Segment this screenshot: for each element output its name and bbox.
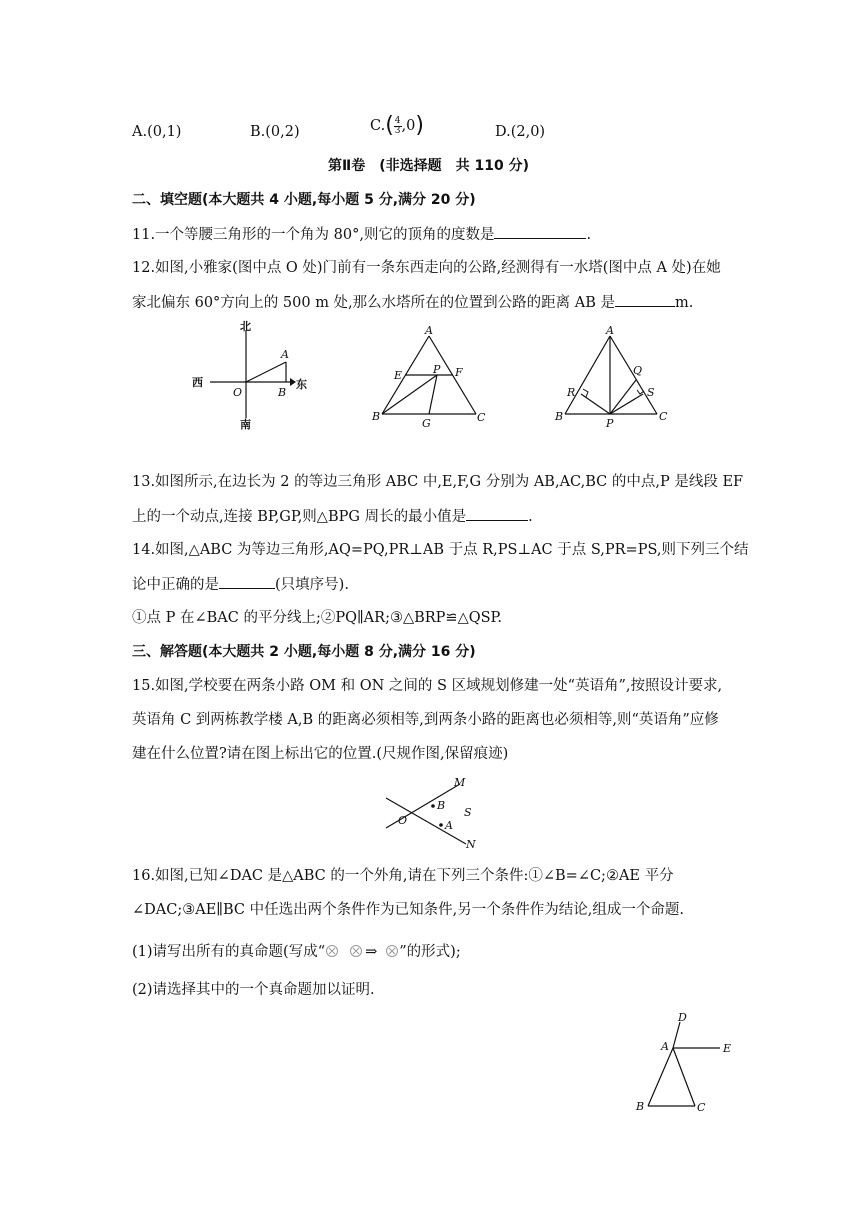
question-13-text: 上的一个动点,连接 BP,GP,则△BPG 周长的最小值是: [132, 509, 467, 525]
circled-x-icon: [349, 944, 363, 958]
fraction-denominator: 3: [394, 125, 401, 136]
answer-blank-14[interactable]: [219, 574, 275, 589]
question-13-line-1: 13.如图所示,在边长为 2 的等边三角形 ABC 中,E,F,G 分别为 AB,AC,BC 的中点,P 是线段 EF: [132, 474, 744, 490]
question-12-text: 家北偏东 60°方向上的 500 m 处,那么水塔所在的位置到公路的距离 AB 是: [132, 295, 616, 311]
point-o-label: O: [233, 386, 243, 399]
west-label: 西: [192, 376, 203, 389]
point-a-label: A: [425, 324, 433, 337]
point-c-label: C: [477, 411, 486, 424]
point-s-label: S: [647, 386, 655, 399]
east-label: 东: [296, 378, 307, 391]
question-13-line-2: [132, 506, 533, 527]
option-c-prefix: C.: [370, 118, 386, 134]
question-16-part-2: (2)请选择其中的一个真命题加以证明.: [132, 982, 375, 998]
point-b-label: B: [278, 386, 287, 399]
answer-blank-13[interactable]: [466, 506, 528, 521]
question-14-text: 论中正确的是: [132, 577, 219, 593]
question-15-line-3: 建在什么位置?请在图上标出它的位置.(尺规作图,保留痕迹): [132, 746, 509, 762]
point-m-label: M: [454, 776, 466, 789]
point-d-label: D: [678, 1011, 687, 1024]
point-g-label: G: [422, 417, 431, 430]
south-label: 南: [240, 418, 251, 431]
answer-section-header: 三、解答题(本大题共 2 小题,每小题 8 分,满分 16 分): [132, 644, 476, 660]
answer-blank-12[interactable]: [615, 292, 675, 307]
question-14-line-1: 14.如图,△ABC 为等边三角形,AQ=PQ,PR⊥AB 于点 R,PS⊥AC 于点 S,PR=PS,则下列三个结: [132, 542, 749, 558]
point-b-label: B: [437, 799, 446, 812]
point-b-label: B: [636, 1100, 645, 1113]
question-16-part-1: [132, 942, 461, 962]
question-15-line-2: 英语角 C 到两栋教学楼 A,B 的距离必须相等,到两条小路的距离也必须相等,则“英语角”应修: [132, 712, 719, 728]
point-c-label: C: [697, 1101, 706, 1114]
question-11-text: 11.一个等腰三角形的一个角为 80°,则它的顶角的度数是: [132, 227, 495, 243]
point-e-label: E: [723, 1042, 732, 1055]
question-14-hint: (只填序号).: [275, 577, 349, 593]
region-s-label: S: [464, 806, 472, 819]
point-n-label: N: [466, 838, 476, 851]
option-d: D.(2,0): [495, 124, 546, 140]
fill-in-header: 二、填空题(本大题共 4 小题,每小题 5 分,满分 20 分): [132, 192, 476, 208]
point-b-label: B: [372, 410, 381, 423]
answer-blank-11[interactable]: [494, 224, 586, 239]
point-e-label: E: [394, 369, 403, 382]
option-a: A.(0,1): [132, 124, 182, 140]
question-13-end: .: [528, 509, 533, 525]
point-r-label: R: [567, 386, 576, 399]
question-16-line-1: 16.如图,已知∠DAC 是△ABC 的一个外角,请在下列三个条件:①∠B=∠C;②AE 平分: [132, 868, 674, 884]
option-c-suffix: ,0: [401, 118, 416, 134]
point-a-label: A: [661, 1040, 669, 1053]
point-f-label: F: [455, 366, 463, 379]
figure-15-paths: [378, 770, 498, 850]
question-11-end: .: [586, 227, 592, 243]
option-c: [370, 113, 424, 138]
question-14-statements: ①点 P 在∠BAC 的平分线上;②PQ∥AR;③△BRP≌△QSP.: [132, 610, 502, 626]
point-c-label: C: [659, 410, 668, 423]
section-title: 第Ⅱ卷 (非选择题 共 110 分): [328, 158, 529, 174]
question-11: [132, 224, 591, 245]
left-paren: (: [385, 113, 394, 138]
question-12-line-1: 12.如图,小雅家(图中点 O 处)门前有一条东西走向的公路,经测得有一水塔(图中点 A 处)在她: [132, 260, 721, 276]
point-a-label: A: [606, 324, 614, 337]
question-14-line-2: [132, 574, 349, 595]
question-12-line-2: [132, 292, 693, 313]
north-label: 北: [240, 320, 251, 333]
question-16-line-2: ∠DAC;③AE∥BC 中任选出两个条件作为已知条件,另一个条件作为结论,组成一个命题.: [132, 902, 684, 918]
implies-arrow: ⇒: [365, 944, 378, 960]
option-b: B.(0,2): [250, 124, 300, 140]
figure-13-triangle: [370, 322, 495, 430]
part-1-suffix: ”的形式);: [399, 944, 461, 960]
question-12-end: m.: [675, 295, 694, 311]
point-p-label: P: [433, 363, 441, 376]
circled-x-icon: [325, 944, 339, 958]
point-o-label: O: [398, 814, 408, 827]
point-q-label: Q: [633, 364, 643, 377]
circled-x-icon: [385, 944, 399, 958]
figure-12-compass: [188, 318, 308, 430]
figure-16-triangle: [632, 1008, 742, 1118]
point-a-label: A: [281, 348, 289, 361]
point-a-label: A: [445, 819, 453, 832]
point-b-label: B: [555, 410, 564, 423]
figure-14-triangle: [553, 322, 678, 430]
question-15-line-1: 15.如图,学校要在两条小路 OM 和 ON 之间的 S 区域规划修建一处“英语角”,按照设计要求,: [132, 678, 723, 694]
fraction-numerator: 4: [394, 115, 401, 126]
fraction: [394, 117, 402, 136]
point-p-label: P: [606, 417, 614, 430]
right-paren: ): [415, 113, 424, 138]
part-1-prefix: (1)请写出所有的真命题(写成“: [132, 944, 326, 960]
